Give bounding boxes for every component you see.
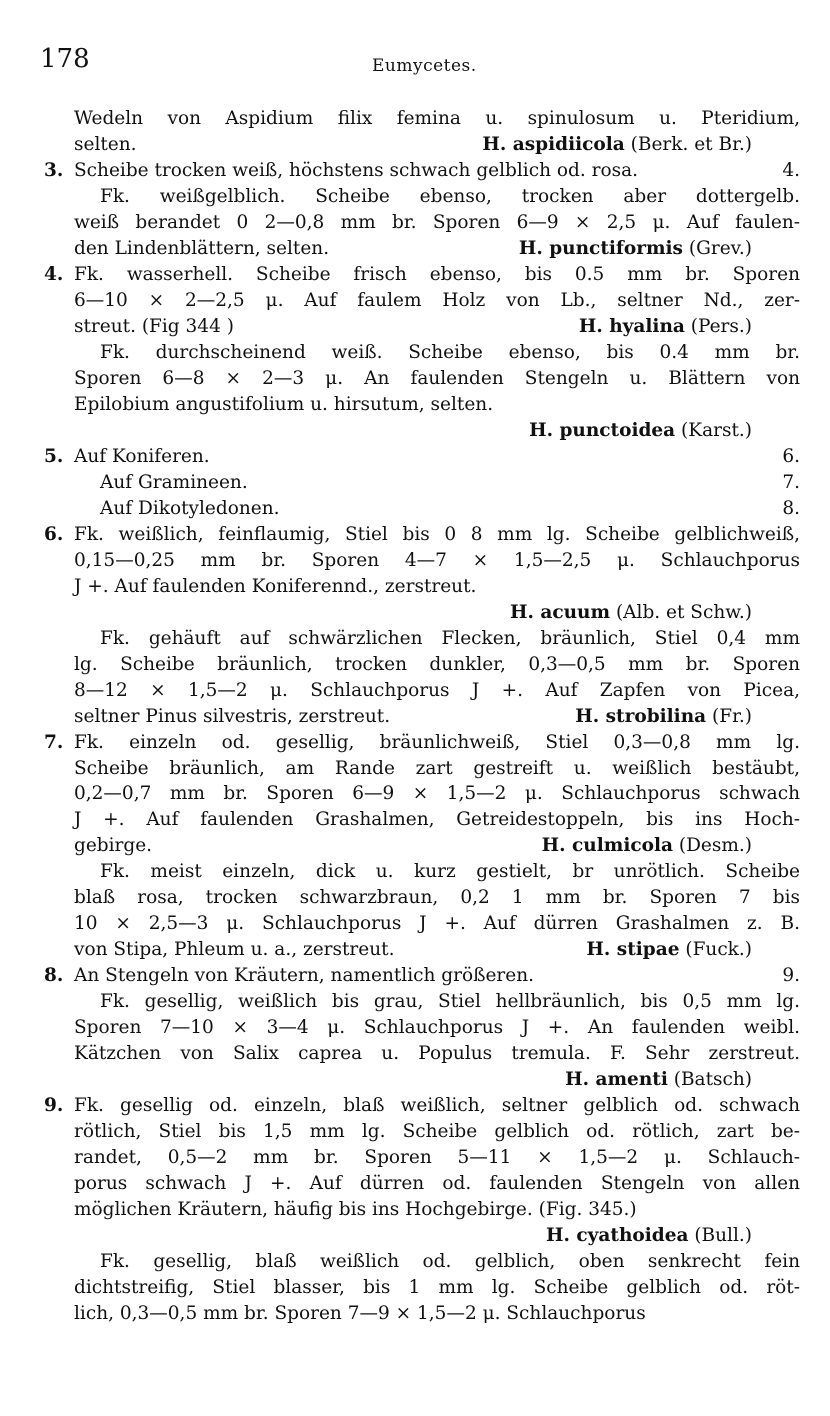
text-line — [0, 1275, 830, 1301]
text-line — [0, 184, 830, 210]
text-line — [0, 236, 830, 262]
line-text: Sporen 7—10 × 3—4 μ. Schlauchporus J +. An faulenden weibl. — [74, 1017, 800, 1039]
species-name — [519, 236, 752, 262]
line-text: J +. Auf faulenden Grashalmen, Getreidestoppeln, bis ins Hoch- — [74, 809, 800, 831]
text-line — [0, 756, 830, 782]
text-line — [0, 678, 830, 704]
species-binomial: H. aspidiicola — [482, 133, 625, 155]
text-line — [0, 1171, 830, 1197]
text-line — [0, 444, 830, 470]
line-text: Fk. wasserhell. Scheibe frisch ebenso, bis 0.5 mm br. Sporen — [74, 263, 800, 285]
line-text: Fk. einzeln od. gesellig, bräunlichweiß, Stiel 0,3—0,8 mm lg. — [74, 731, 800, 753]
text-line — [0, 885, 830, 911]
key-number: 7. — [44, 731, 64, 753]
text-line — [0, 704, 830, 730]
text-line — [0, 600, 830, 626]
line-text: Fk. weißgelblich. Scheibe ebenso, trocken aber dottergelb. — [100, 185, 800, 207]
text-line — [0, 1145, 830, 1171]
species-authority: (Alb. et Schw.) — [610, 601, 752, 623]
species-binomial: H. strobilina — [575, 705, 707, 727]
line-text: seltner Pinus silvestris, zerstreut. — [74, 705, 391, 727]
species-name — [529, 418, 752, 444]
species-binomial: H. cyathoidea — [546, 1225, 689, 1247]
key-reference: 7. — [782, 471, 800, 493]
text-line — [0, 911, 830, 937]
line-text: 8—12 × 1,5—2 μ. Schlauchporus J +. Auf Zapfen von Picea, — [74, 679, 800, 701]
key-reference: 6. — [782, 445, 800, 467]
species-authority: (Karst.) — [675, 419, 752, 441]
text-line — [0, 1093, 830, 1119]
line-text: Scheibe bräunlich, am Rande zart gestreift u. weißlich bestäubt, — [74, 757, 800, 779]
species-authority: (Fuck.) — [679, 939, 752, 961]
species-name — [546, 1223, 752, 1249]
species-authority: (Fr.) — [706, 705, 752, 727]
key-reference: 4. — [782, 159, 800, 181]
text-line — [0, 1119, 830, 1145]
text-line — [0, 262, 830, 288]
text-line — [0, 366, 830, 392]
key-number: 5. — [44, 445, 64, 467]
line-text: randet, 0,5—2 mm br. Sporen 5—11 × 1,5—2 μ. Schlauch- — [74, 1147, 800, 1169]
text-line — [0, 340, 830, 366]
key-reference: 8. — [782, 497, 800, 519]
text-line — [0, 730, 830, 756]
text-line — [0, 288, 830, 314]
running-title: Eumycetes. — [372, 56, 477, 76]
line-text: Fk. durchscheinend weiß. Scheibe ebenso, bis 0.4 mm br. — [100, 341, 800, 363]
line-text: Fk. meist einzeln, dick u. kurz gestielt, br unrötlich. Scheibe — [100, 861, 800, 883]
text-line — [0, 1249, 830, 1275]
species-authority: (Pers.) — [684, 315, 752, 337]
species-authority: (Berk. et Br.) — [624, 133, 752, 155]
species-binomial: H. culmicola — [541, 835, 673, 857]
text-line — [0, 548, 830, 574]
line-text: selten. — [74, 133, 137, 155]
text-line — [0, 314, 830, 340]
line-text: Fk. gesellig, blaß weißlich od. gelblich, oben senkrecht fein — [100, 1251, 800, 1273]
line-text: Fk. weißlich, feinflaumig, Stiel bis 0 8 mm lg. Scheibe gelblichweiß, — [74, 523, 800, 545]
line-text: Wedeln von Aspidium filix femina u. spinulosum u. Pteridium, — [74, 108, 800, 129]
text-line — [0, 106, 830, 132]
line-text: Fk. gesellig od. einzeln, blaß weißlich, seltner gelblich od. schwach — [74, 1095, 800, 1117]
species-authority: (Desm.) — [672, 835, 752, 857]
text-line — [0, 392, 830, 418]
line-text: Fk. gesellig, weißlich bis grau, Stiel hellbräunlich, bis 0,5 mm lg. — [100, 991, 800, 1013]
line-text: Auf Gramineen. — [100, 471, 248, 493]
species-binomial: H. acuum — [509, 601, 611, 623]
text-line — [0, 1197, 830, 1223]
species-binomial: H. punctiformis — [518, 237, 683, 259]
line-text: von Stipa, Phleum u. a., zerstreut. — [74, 939, 395, 961]
line-text: 10 × 2,5—3 μ. Schlauchporus J +. Auf dürren Grashalmen z. B. — [74, 913, 800, 935]
line-text: rötlich, Stiel bis 1,5 mm lg. Scheibe gelblich od. rötlich, zart be- — [74, 1121, 800, 1143]
text-line — [0, 781, 830, 807]
text-line — [0, 833, 830, 859]
species-name — [575, 704, 752, 730]
line-text: Sporen 6—8 × 2—3 μ. An faulenden Stengeln u. Blättern von — [74, 367, 800, 389]
text-line — [0, 989, 830, 1015]
text-line — [0, 1223, 830, 1249]
key-number: 8. — [44, 965, 64, 987]
species-name — [510, 600, 752, 626]
text-line — [0, 963, 830, 989]
species-name — [482, 132, 752, 158]
text-line — [0, 1041, 830, 1067]
text-line — [0, 522, 830, 548]
page-number: 178 — [40, 44, 90, 74]
line-text: dichtstreifig, Stiel blasser, bis 1 mm lg. Scheibe gelblich od. röt- — [74, 1277, 800, 1299]
text-line — [0, 496, 830, 522]
line-text: weiß berandet 0 2—0,8 mm br. Sporen 6—9 × 2,5 μ. Auf faulen- — [74, 211, 800, 233]
line-text: Fk. gehäuft auf schwärzlichen Flecken, bräunlich, Stiel 0,4 mm — [100, 627, 800, 649]
text-line — [0, 1301, 830, 1327]
species-binomial: H. hyalina — [578, 315, 685, 337]
text-line — [0, 574, 830, 600]
key-reference: 9. — [782, 965, 800, 987]
text-line — [0, 652, 830, 678]
species-name — [542, 833, 752, 859]
species-authority: (Grev.) — [682, 237, 752, 259]
line-text: lich, 0,3—0,5 mm br. Sporen 7—9 × 1,5—2 μ. Schlauchporus — [74, 1303, 646, 1325]
key-number: 3. — [44, 159, 64, 181]
text-line — [0, 132, 830, 158]
text-line — [0, 418, 830, 444]
line-text: blaß rosa, trocken schwarzbraun, 0,2 1 mm br. Sporen 7 bis — [74, 887, 800, 909]
line-text: Auf Dikotyledonen. — [100, 497, 280, 519]
key-number: 9. — [44, 1095, 64, 1117]
text-line — [0, 1015, 830, 1041]
line-text: lg. Scheibe bräunlich, trocken dunkler, 0,3—0,5 mm br. Sporen — [74, 653, 800, 675]
line-text: 0,2—0,7 mm br. Sporen 6—9 × 1,5—2 μ. Schlauchporus schwach — [74, 783, 800, 805]
species-name — [579, 314, 752, 340]
line-text: Scheibe trocken weiß, höchstens schwach gelblich od. rosa. — [74, 159, 638, 181]
text-line — [0, 1067, 830, 1093]
species-binomial: H. punctoidea — [529, 419, 676, 441]
line-text: Auf Koniferen. — [74, 445, 210, 467]
line-text: streut. (Fig 344 ) — [74, 315, 234, 337]
key-number: 4. — [44, 263, 64, 285]
line-text: den Lindenblättern, selten. — [74, 237, 330, 259]
species-binomial: H. stipae — [586, 939, 680, 961]
line-text: Kätzchen von Salix caprea u. Populus tremula. F. Sehr zerstreut. — [74, 1043, 800, 1065]
text-line — [0, 158, 830, 184]
line-text: 6—10 × 2—2,5 μ. Auf faulem Holz von Lb., seltner Nd., zer- — [74, 289, 800, 311]
species-name — [586, 937, 752, 963]
text-line — [0, 859, 830, 885]
species-binomial: H. amenti — [565, 1069, 668, 1091]
line-text: möglichen Kräutern, häufig bis ins Hochgebirge. (Fig. 345.) — [74, 1199, 637, 1221]
line-text: 0,15—0,25 mm br. Sporen 4—7 × 1,5—2,5 μ. Schlauchporus — [74, 549, 800, 571]
species-name — [565, 1067, 752, 1093]
line-text: J +. Auf faulenden Koniferennd., zerstreut. — [74, 575, 477, 597]
text-line — [0, 210, 830, 236]
text-line — [0, 626, 830, 652]
text-line — [0, 807, 830, 833]
line-text: gebirge. — [74, 835, 153, 857]
line-text: An Stengeln von Kräutern, namentlich größeren. — [74, 965, 535, 987]
species-authority: (Bull.) — [688, 1225, 752, 1247]
text-line — [0, 470, 830, 496]
line-text: porus schwach J +. Auf dürren od. faulenden Stengeln von allen — [74, 1173, 800, 1195]
key-number: 6. — [44, 523, 64, 545]
species-authority: (Batsch) — [667, 1069, 752, 1091]
line-text: Epilobium angustifolium u. hirsutum, selten. — [74, 393, 494, 415]
text-line — [0, 937, 830, 963]
